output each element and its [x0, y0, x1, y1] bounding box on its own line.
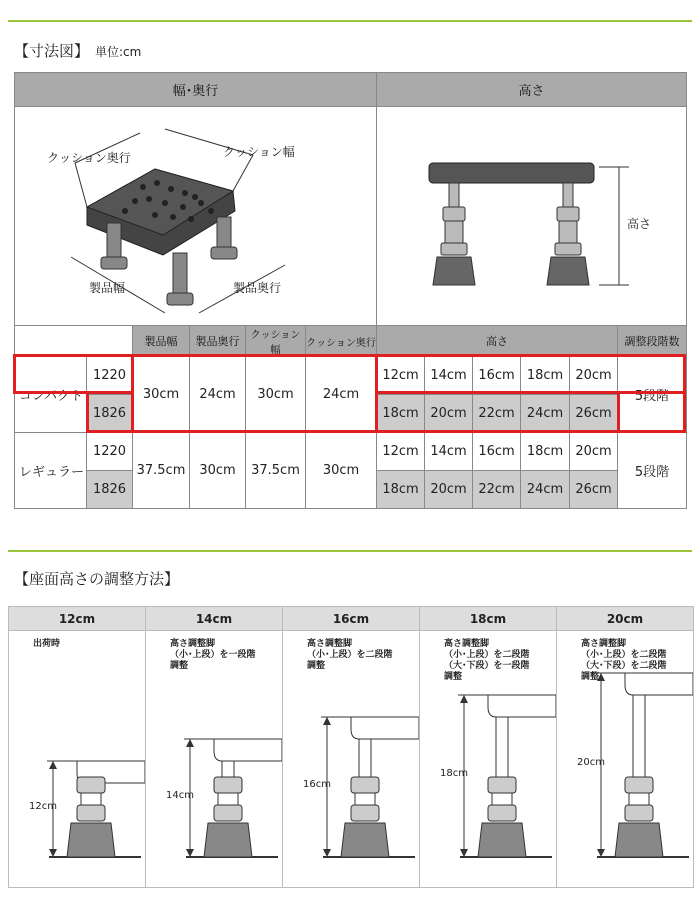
cushion-depth-cell: 30cm	[306, 433, 377, 509]
col-product-width: 製品幅	[133, 326, 190, 357]
code-cell: 1826	[87, 471, 133, 509]
steps-cell: 5段階	[618, 433, 687, 509]
panel-header-14: 14cm	[146, 607, 283, 631]
panel-20	[557, 631, 694, 888]
table-row	[15, 357, 687, 395]
height-cell: 24cm	[521, 471, 570, 509]
cushion-depth-cell: 24cm	[306, 357, 377, 433]
height-cell: 16cm	[473, 357, 521, 395]
height-cell: 20cm	[570, 357, 618, 395]
stool-perspective-illustration	[15, 107, 377, 325]
col-product-depth: 製品奥行	[190, 326, 246, 357]
height-cell: 12cm	[377, 357, 425, 395]
height-cell: 18cm	[521, 357, 570, 395]
panel-header-12: 12cm	[9, 607, 146, 631]
panel-16	[283, 631, 420, 888]
height-cell: 22cm	[473, 395, 521, 433]
product-depth-cell: 24cm	[190, 357, 246, 433]
label-product-depth: 製品奥行	[233, 281, 282, 295]
code-cell: 1220	[87, 357, 133, 395]
height-label: 16cm	[303, 779, 331, 790]
code-cell: 1220	[87, 433, 133, 471]
table-row	[15, 433, 687, 471]
unit-label: 単位:cm	[95, 45, 142, 59]
cushion-width-cell: 30cm	[246, 357, 306, 433]
height-cell: 16cm	[473, 433, 521, 471]
label-product-width: 製品幅	[89, 281, 126, 295]
height-cell: 12cm	[377, 433, 425, 471]
height-label: 12cm	[29, 801, 57, 812]
header-width-depth: 幅･奥行	[15, 73, 377, 107]
panel-note: 高さ調整脚 （小･上段）を一段階 調整	[170, 639, 256, 671]
col-cushion-width: クッション幅	[246, 326, 306, 357]
panel-14	[146, 631, 283, 888]
panel-note: 高さ調整脚 （小･上段）を二段階 調整	[307, 639, 393, 671]
row-name-regular: レギュラー	[15, 433, 87, 509]
code-cell: 1826	[87, 395, 133, 433]
product-width-cell: 30cm	[133, 357, 190, 433]
product-depth-cell: 30cm	[190, 433, 246, 509]
panel-18	[420, 631, 557, 888]
adjust-illustration	[557, 631, 693, 887]
height-cell: 22cm	[473, 471, 521, 509]
panel-header-16: 16cm	[283, 607, 420, 631]
height-cell: 14cm	[425, 433, 473, 471]
height-cell: 26cm	[570, 395, 618, 433]
label-height: 高さ	[627, 217, 652, 231]
stool-perspective-diagram	[15, 107, 377, 326]
col-height: 高さ	[377, 326, 618, 357]
height-cell: 20cm	[425, 395, 473, 433]
panel-header-18: 18cm	[420, 607, 557, 631]
adjust-illustration	[146, 631, 282, 887]
section-title-method: 【座面高さの調整方法】	[14, 570, 180, 588]
adjust-illustration	[283, 631, 419, 887]
panel-header-20: 20cm	[557, 607, 694, 631]
height-cell: 20cm	[570, 433, 618, 471]
height-cell: 18cm	[377, 471, 425, 509]
adjust-illustration	[9, 631, 145, 887]
height-cell: 18cm	[521, 433, 570, 471]
header-height: 高さ	[377, 73, 687, 107]
height-cell: 26cm	[570, 471, 618, 509]
label-cushion-width: クッション幅	[223, 145, 295, 159]
stool-side-diagram	[377, 107, 687, 326]
panel-note: 出荷時	[33, 639, 61, 649]
product-width-cell: 37.5cm	[133, 433, 190, 509]
blank-corner	[15, 326, 133, 357]
height-label: 20cm	[577, 757, 605, 768]
height-adjust-table	[8, 606, 694, 888]
panel-note: 高さ調整脚 （小･上段）を二段階 （大･下段）を一段階 調整	[444, 639, 530, 682]
label-cushion-depth: クッション奥行	[47, 151, 131, 165]
section-title-dimensions	[14, 40, 141, 61]
height-label: 18cm	[440, 768, 468, 779]
top-divider	[8, 20, 692, 22]
middle-divider	[8, 550, 692, 552]
dimensions-title: 【寸法図】	[14, 42, 90, 60]
adjust-illustration	[420, 631, 556, 887]
row-name-compact: コンパクト	[15, 357, 87, 433]
cushion-width-cell: 37.5cm	[246, 433, 306, 509]
height-cell: 24cm	[521, 395, 570, 433]
col-cushion-depth: クッション奥行	[306, 326, 377, 357]
steps-cell: 5段階	[618, 357, 687, 433]
height-cell: 18cm	[377, 395, 425, 433]
panel-12	[9, 631, 146, 888]
height-cell: 20cm	[425, 471, 473, 509]
col-steps: 調整段階数	[618, 326, 687, 357]
panel-note: 高さ調整脚 （小･上段）を二段階 （大･下段）を二段階 調整	[581, 639, 667, 682]
height-cell: 14cm	[425, 357, 473, 395]
height-label: 14cm	[166, 790, 194, 801]
dimension-table	[14, 72, 687, 509]
